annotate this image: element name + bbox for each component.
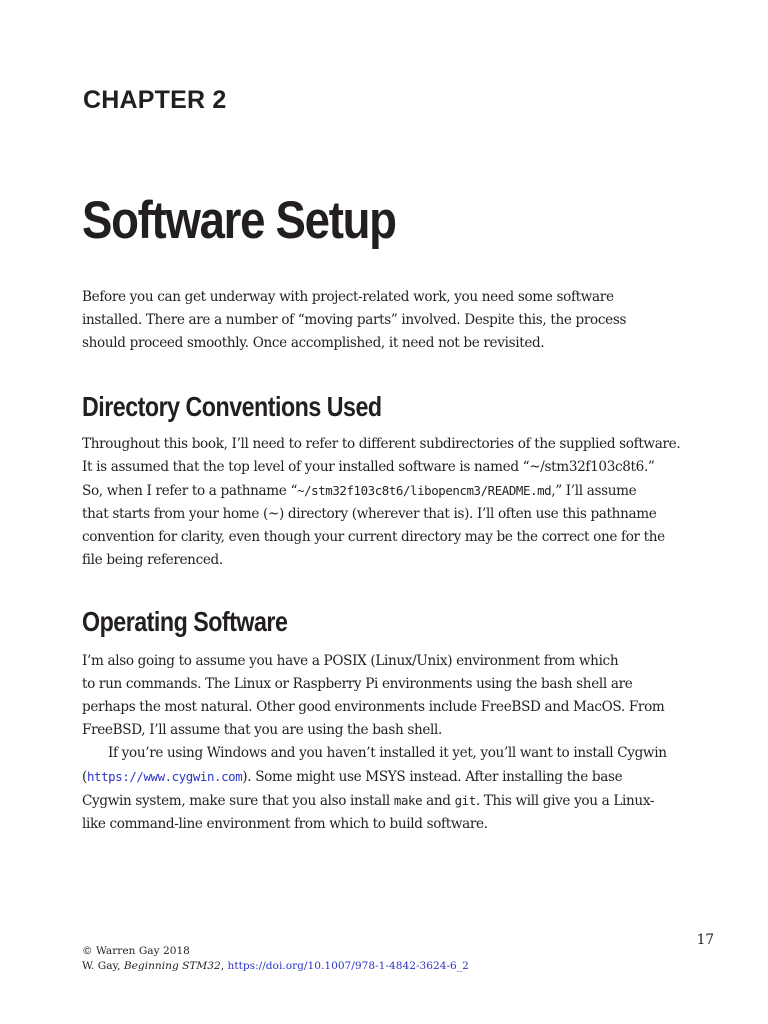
text-run: Cygwin system, make sure that you also install (82, 793, 394, 809)
paragraph-line: It is assumed that the top level of your installed software is named “~/stm32f103c8t6.” (82, 459, 655, 475)
page-number: 17 (696, 932, 714, 948)
section-heading-directory-conventions: Directory Conventions Used (82, 391, 382, 422)
git-code: git (454, 793, 476, 808)
copyright-notice: © Warren Gay 2018 (82, 945, 190, 957)
paragraph-line: perhaps the most natural. Other good environments include FreeBSD and MacOS. From (82, 699, 665, 715)
section-heading-operating-software: Operating Software (82, 606, 288, 637)
paragraph-line (82, 765, 722, 789)
paragraph-line: I’m also going to assume you have a POSIX (Linux/Unix) environment from which (82, 653, 619, 669)
text-run: ). Some might use MSYS instead. After installing the base (242, 769, 623, 785)
paragraph-line: file being referenced. (82, 552, 223, 568)
intro-line: should proceed smoothly. Once accomplished, it need not be revisited. (82, 335, 545, 351)
pathname-code: ~/stm32f103c8t6/libopencm3/README.md (297, 483, 552, 498)
paragraph-line: If you’re using Windows and you haven’t installed it yet, you’ll want to install Cygwin (108, 745, 667, 761)
make-code: make (393, 793, 423, 808)
text-run: and (422, 793, 455, 809)
citation-author: W. Gay, (82, 959, 124, 972)
paragraph-line (82, 479, 722, 503)
paragraph-line (82, 789, 722, 813)
citation-separator: , (220, 959, 228, 972)
directory-conventions-paragraph (82, 433, 722, 572)
paragraph-line: convention for clarity, even though your current directory may be the correct one for the (82, 529, 665, 545)
text-run: So, when I refer to a pathname “ (82, 483, 298, 499)
paragraph-line: that starts from your home (~) directory (wherever that is). I’ll often use this pathname (82, 506, 657, 522)
page-footer (82, 944, 469, 973)
chapter-title: Software Setup (82, 191, 396, 250)
operating-software-paragraph (82, 650, 722, 836)
chapter-label: CHAPTER 2 (83, 86, 227, 114)
doi-link[interactable]: https://doi.org/10.1007/978-1-4842-3624-6_2 (227, 959, 469, 972)
text-run: ( (82, 769, 87, 785)
intro-line: installed. There are a number of “moving parts” involved. Despite this, the process (82, 312, 627, 328)
paragraph-line: like command-line environment from which to build software. (82, 816, 488, 832)
text-run: ,” I’ll assume (551, 483, 637, 499)
paragraph-line: FreeBSD, I’ll assume that you are using the bash shell. (82, 722, 443, 738)
text-run: . This will give you a Linux- (475, 793, 655, 809)
paragraph-line: to run commands. The Linux or Raspberry Pi environments using the bash shell are (82, 676, 633, 692)
intro-line: Before you can get underway with project-related work, you need some software (82, 289, 614, 305)
paragraph-line: Throughout this book, I’ll need to refer to different subdirectories of the supplied software. (82, 436, 681, 452)
intro-paragraph (82, 286, 722, 355)
cygwin-link[interactable]: https://www.cygwin.com (86, 769, 243, 784)
citation-book-title: Beginning STM32 (123, 959, 221, 972)
citation-line (82, 959, 469, 974)
